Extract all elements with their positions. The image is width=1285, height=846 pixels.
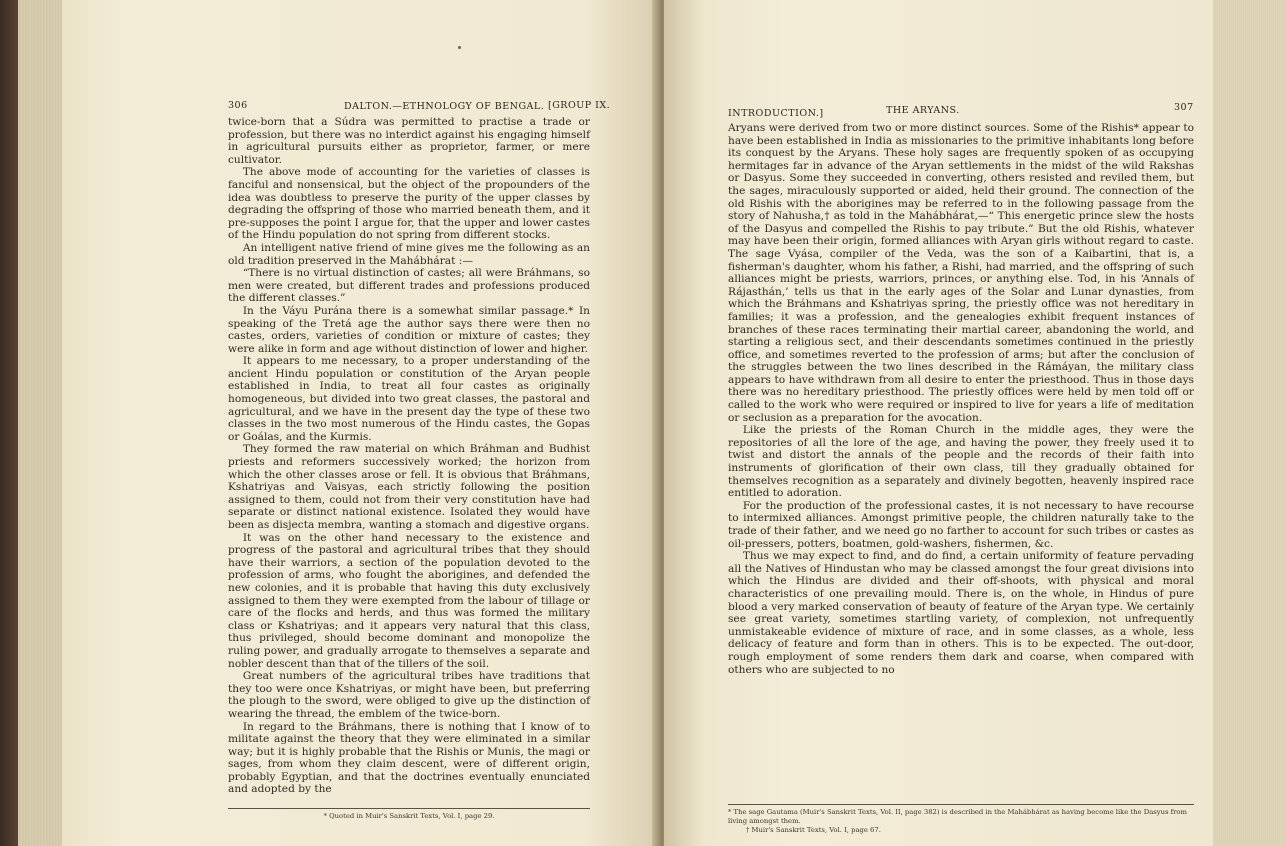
paragraph: It appears to me necessary, to a proper understanding of the ancient Hindu population or constitution of the Aryan people established in India, to treat all four castes as originally homogeneous, but divided into two great classes, the pastoral and agricultural, and we have in the present day the type of these two classes in the two most numerous of the Hindu castes, the Gopas or Goálas, and the Kurmis. [228,355,590,443]
footnote-rule [728,804,1194,805]
left-page [62,0,658,846]
footnote: † Muir's Sanskrit Texts, Vol. I, page 67. [746,826,881,834]
right-page-edges [1212,0,1285,846]
left-running-title: DALTON.—ETHNOLOGY OF BENGAL. [344,101,545,112]
footnote: * The sage Gautama (Muir's Sanskrit Texts, Vol. II, page 382) is described in the Mahábhárat as having become like the Dasyus from living amongst them. [728,808,1187,825]
paragraph: Thus we may expect to find, and do find, a certain uniformity of feature pervading all the Natives of Hindustan who may be classed amongst the four great divisions into which the Hindus are divided and their off-shoots, with physical and moral characteristics of one prevailing mould. There is, on the whole, in Hindus of pure blood a very marked conservation of beauty of feature of the Aryan type. We certainly see great variety, sometimes startling variety, of complexion, not unfrequently unmistakeable evidence of mixture of race, and in some classes, as a whole, less delicacy of feature and form than in others. This is to be expected. The out-door, rough employment of some renders them dark and coarse, when compared with others who are subjected to no [728,550,1194,676]
paragraph: The above mode of accounting for the varieties of classes is fanciful and nonsensical, but the object of the propounders of the idea was doubtless to preserve the purity of the upper classes by degrading the offspring of those who married beneath them, and it pre-supposes the point I argue for, that the upper and lower castes of the Hindu population do not spring from different stocks. [228,166,590,242]
left-group-label: [GROUP IX. [548,100,611,111]
paragraph: twice-born that a Súdra was permitted to practise a trade or profession, but there was no interdict against his engaging himself in agricultural pursuits either as proprietor, farmer, or mere cultivator. [228,116,590,166]
paragraph: In regard to the Bráhmans, there is nothing that I know of to militate against the theory that they were eliminated in a similar way; but it is highly probable that the Rishis or Munis, the magi or sages, from whom they claim descent, were of different origin, probably Egyptian, and that the doctrines eventually enunciated and adopted by the [228,720,590,796]
paragraph: For the production of the professional castes, it is not necessary to have recourse to intermixed alliances. Amongst primitive people, the children naturally take to the trade of their father, and we need go no farther to account for such tribes or castes as oil-pressers, potters, boatmen, gold-washers, fishermen, &c. [728,499,1194,550]
left-body [228,116,590,796]
right-page-number: 307 [1174,102,1194,113]
right-body [728,122,1194,676]
paragraph: In the Váyu Purána there is a somewhat similar passage.* In speaking of the Tretá age the author says there were then no castes, orders, varieties of condition or mixture of castes; they were alike in form and age without distinction of lower and higher. [228,304,590,355]
right-running-title: THE ARYANS. [886,105,960,116]
paragraph: They formed the raw material on which Bráhman and Budhist priests and reformers successively worked; the horizon from which the other classes arose or fell. It is obvious that Bráhmans, Kshatriyas and Vaisyas, each strictly following the position assigned to them, could not from their very constitution have had separate or distinct national existence. Isolated they would have been as disjecta membra, wanting a stomach and digestive organs. [228,443,590,531]
right-footnotes [728,808,1194,835]
paragraph: Like the priests of the Roman Church in the middle ages, they were the repositories of all the lore of the age, and having the power, they freely used it to twist and distort the annals of the people and the records of their faith into instruments of glorification of their own class, till they gradually obtained for themselves recognition as a separately and divinely begotten, heavenly inspired race entitled to adoration. [728,424,1194,500]
right-section-label: INTRODUCTION.] [728,108,824,119]
paragraph: Aryans were derived from two or more distinct sources. Some of the Rishis* appear to have been established in India as missionaries to the primitive inhabitants long before its conquest by the Aryans. These holy sages are frequently spoken of as occupying hermitages far in advance of the Aryan settlements in the midst of the wild Rakshas or Dasyus. Some they succeeded in converting, others resisted and reviled them, but the sages, miraculously supported or aided, held their ground. The connection of the old Rishis with the aborigines may be referred to in the following passage from the story of Nahusha,† as told in the Mahábhárat,—“ This energetic prince slew the hosts of the Dasyus and compelled the Rishis to pay tribute.” But the old Rishis, whatever may have been their origin, formed alliances with Aryan girls without regard to caste. The sage Vyása, compiler of the Veda, was the son of a Kaibartini, that is, a fisherman's daughter, whom his father, a Rishi, had married, and the offspring of such alliances might be priests, warriors, princes, or anything else. Tod, in his ‘Annals of Rájasthán,’ tells us that in the early ages of the Solar and Lunar dynasties, from which the Bráhmans and Kshatriyas spring, the priestly office was not hereditary in families; it was a profession, and the genealogies exhibit frequent instances of branches of these races terminating their martial career, abandoning the world, and starting a religious sect, and their descendants sometimes continued in the priestly office, and sometimes reverted to the profession of arms; but after the conclusion of the struggles between the two lines described in the Rámáyan, the military class appears to have withdrawn from all desire to enter the priesthood. Thus in those days there was no hereditary priesthood. The priestly offices were held by men told off or called to the work who were required or inspired to live for years a life of meditation or seclusion as a preparation for the avocation. [728,122,1194,424]
footnote-rule [228,808,590,809]
paragraph: It was on the other hand necessary to the existence and progress of the pastoral and agricultural tribes that they should have their warriors, a section of the population devoted to the profession of arms, who fought the aborigines, and defended the new colonies, and it is probable that having this duty exclusively assigned to them they were exempted from the labour of tillage or care of the flocks and herds, and thus was formed the military class or Kshatriyas; and it appears very natural that this class, thus privileged, should become dominant and monopolize the ruling power, and gradually arrogate to themselves a separate and nobler descent than that of the tillers of the soil. [228,531,590,670]
paragraph: Great numbers of the agricultural tribes have traditions that they too were once Kshatriyas, or might have been, but preferring the plough to the sword, were obliged to give up the distinction of wearing the thread, the emblem of the twice-born. [228,670,590,720]
print-speck [458,46,461,49]
paragraph: An intelligent native friend of mine gives me the following as an old tradition preserved in the Mahábhárat :— [228,241,590,267]
left-page-edges [18,0,62,846]
paragraph: “There is no virtual distinction of castes; all were Bráhmans, so men were created, but different trades and professions produced the different classes.” [228,267,590,305]
right-page [664,0,1213,846]
left-page-number: 306 [228,100,248,111]
left-footnote: * Quoted in Muir's Sanskrit Texts, Vol. I, page 29. [323,812,495,820]
